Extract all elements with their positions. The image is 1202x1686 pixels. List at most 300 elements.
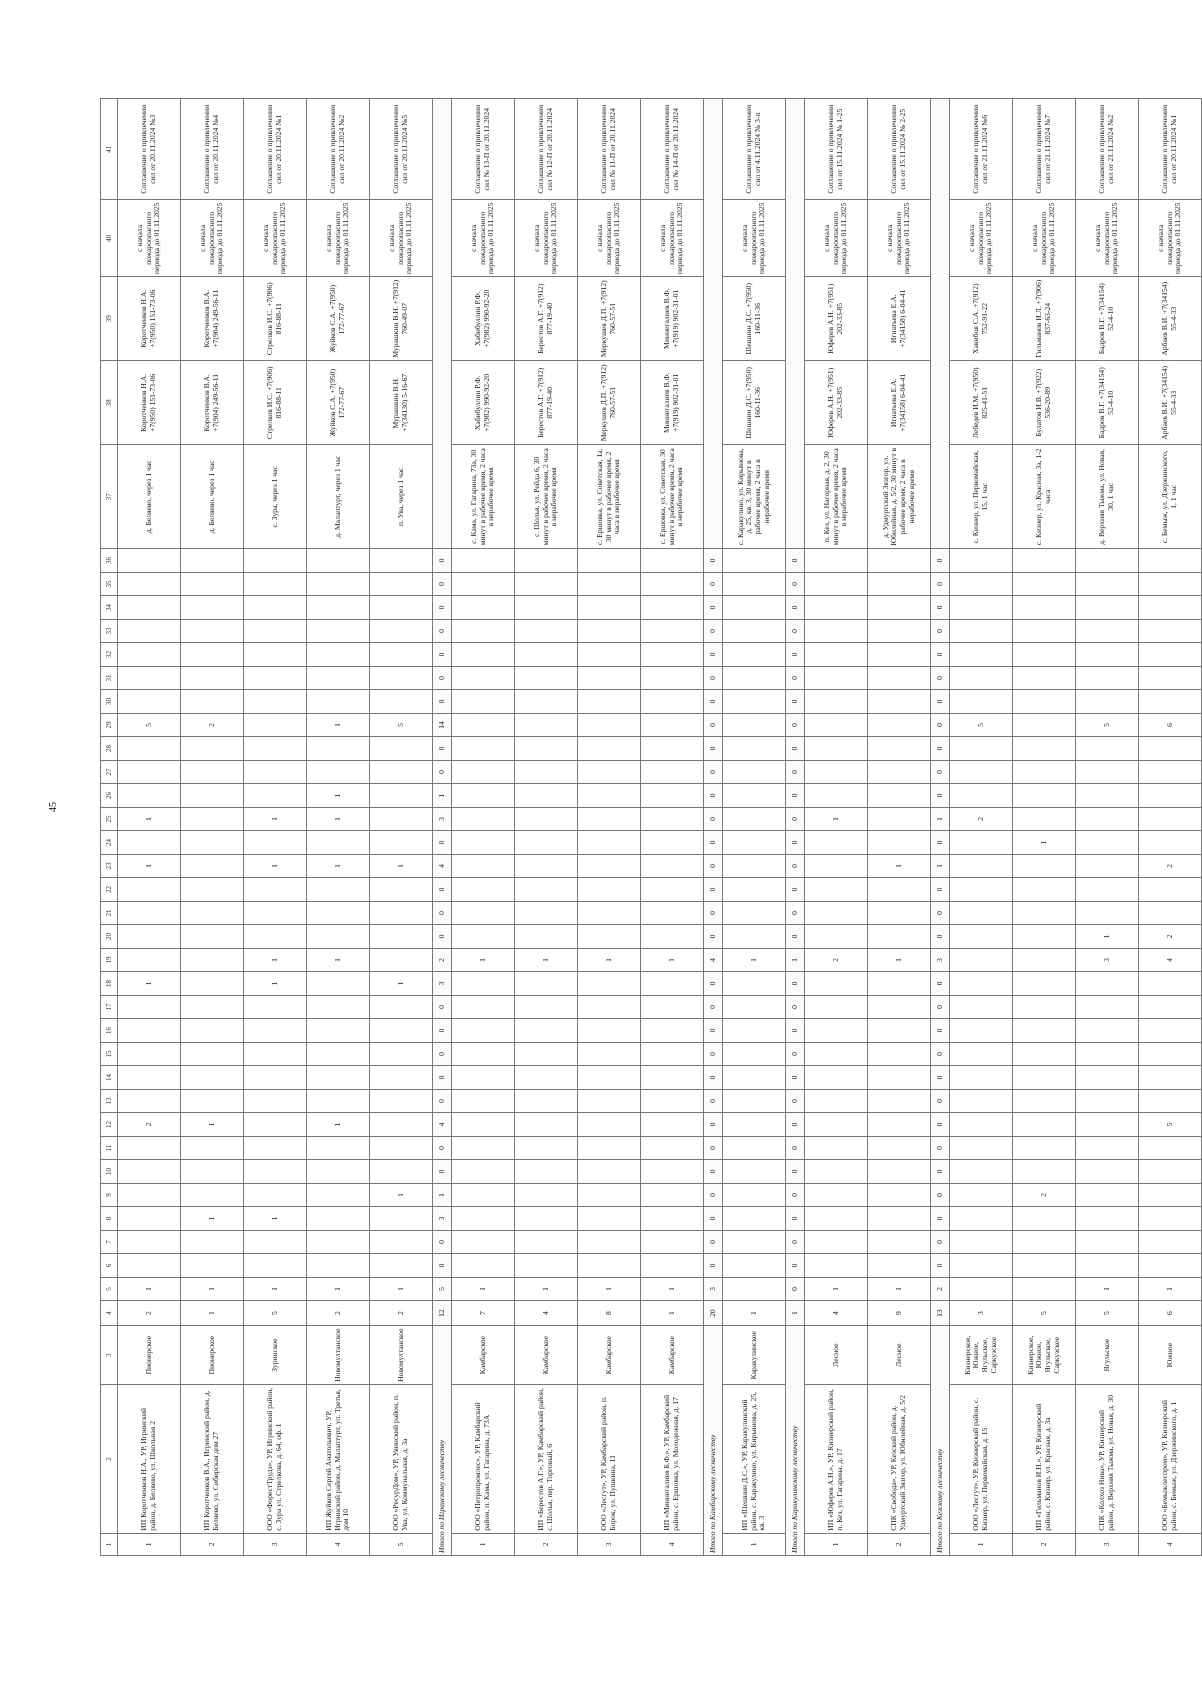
- count-cell: [1076, 1230, 1139, 1254]
- count-cell: [1076, 737, 1139, 761]
- responsible-contact-cell: Мурашкин В.Н. +7(34130) 5-16-67: [370, 361, 433, 445]
- count-cell: [307, 549, 370, 573]
- count-cell: [307, 1207, 370, 1231]
- count-cell: [805, 1207, 868, 1231]
- count-cell: [868, 1183, 931, 1207]
- count-cell: [370, 1160, 433, 1184]
- count-cell: [1076, 972, 1139, 996]
- count-cell: 5: [950, 713, 1013, 737]
- count-cell: 1: [181, 1113, 244, 1137]
- count-cell: [950, 572, 1013, 596]
- period-cell: с начала пожароопасного периода до 01.11.2025: [307, 200, 370, 277]
- count-cell: [1139, 972, 1202, 996]
- organization-cell: ИП Жуйков Сергей Анатольевич, УР, Игринский район, д. Малаптурт, ул. Третья, дом 10: [307, 1385, 370, 1533]
- count-cell: [805, 737, 868, 761]
- count-cell: [950, 948, 1013, 972]
- count-cell: [181, 1019, 244, 1043]
- count-cell: [723, 1113, 786, 1137]
- count-cell: [950, 760, 1013, 784]
- count-cell: [1076, 1207, 1139, 1231]
- count-cell: [244, 878, 307, 902]
- count-cell: [1013, 1254, 1076, 1278]
- total-value: 0: [704, 1089, 723, 1113]
- count-cell: 5: [1076, 713, 1139, 737]
- count-cell: [370, 737, 433, 761]
- count-cell: [1013, 760, 1076, 784]
- dispatcher-contact-cell: Юферев А.Н. +7(951) 202-33-85: [805, 277, 868, 361]
- count-cell: [1076, 807, 1139, 831]
- count-cell: [578, 596, 641, 620]
- responsible-contact-cell: Стрелков И.С. +7(906) 816-88-11: [244, 361, 307, 445]
- column-number: 41: [101, 99, 118, 201]
- count-cell: [118, 1042, 181, 1066]
- count-cell: [1076, 878, 1139, 902]
- count-cell: [578, 1019, 641, 1043]
- count-cell: [307, 1042, 370, 1066]
- total-value: 13: [931, 1301, 950, 1326]
- dispatcher-contact-cell: Хабибуллин Р.Ф. +7(982) 990-92-20: [452, 277, 515, 361]
- count-cell: [950, 1160, 1013, 1184]
- column-number: 21: [101, 901, 118, 925]
- count-cell: 1: [307, 854, 370, 878]
- count-cell: [370, 831, 433, 855]
- total-value: 1: [433, 1183, 452, 1207]
- count-cell: 1: [868, 948, 931, 972]
- count-cell: 1: [805, 1277, 868, 1301]
- organization-cell: ООО «ФорестТрудз», УР, Игринский район, с. Зура ул. Стрелкова, д. 64, оф. 1: [244, 1385, 307, 1533]
- count-cell: [1076, 1183, 1139, 1207]
- responsible-contact-cell: Булатов И.В. +7(922) 536-20-89: [1013, 361, 1076, 445]
- total-value: 0: [931, 643, 950, 667]
- count-cell: [181, 760, 244, 784]
- total-value: 0: [704, 854, 723, 878]
- column-number: 32: [101, 643, 118, 667]
- total-label: Итого по Каракулинскому лесничеству: [786, 1325, 805, 1555]
- count-cell: [515, 807, 578, 831]
- count-cell: [452, 572, 515, 596]
- organization-cell: ИП Коротченков Н.А., УР, Игринский район, д. Беляево, ул. Школьная 2: [118, 1385, 181, 1533]
- total-value: 0: [786, 760, 805, 784]
- count-cell: [244, 1136, 307, 1160]
- count-cell: 1: [181, 1277, 244, 1301]
- count-cell: [805, 784, 868, 808]
- count-cell: 1: [578, 948, 641, 972]
- count-cell: 1: [641, 948, 704, 972]
- count-cell: [578, 643, 641, 667]
- table-row: [1076, 99, 1139, 1556]
- count-cell: [181, 784, 244, 808]
- count-cell: [950, 666, 1013, 690]
- count-cell: [244, 572, 307, 596]
- count-cell: [1139, 690, 1202, 714]
- count-cell: [1076, 619, 1139, 643]
- table-row: [307, 99, 370, 1556]
- total-value: 0: [704, 995, 723, 1019]
- agreement-cell: Соглашение о привлечении сил от 15.11.2024 № 1-25: [805, 99, 868, 201]
- count-cell: [370, 643, 433, 667]
- count-cell: [244, 1160, 307, 1184]
- count-cell: [307, 1136, 370, 1160]
- count-cell: 1: [723, 948, 786, 972]
- count-cell: [950, 643, 1013, 667]
- count-cell: [805, 619, 868, 643]
- count-cell: [244, 995, 307, 1019]
- count-cell: [950, 1089, 1013, 1113]
- row-number: 3: [244, 1533, 307, 1555]
- forestry-area-cell: Новомултанское: [307, 1325, 370, 1384]
- location-time-cell: с. Ершовка, ул. Советская, 30 минут в рабочее время, 2 часа в нерабочее время: [641, 445, 704, 549]
- count-cell: [370, 596, 433, 620]
- column-number: 2: [101, 1385, 118, 1533]
- count-cell: [244, 643, 307, 667]
- count-cell: [515, 972, 578, 996]
- column-number: 38: [101, 361, 118, 445]
- count-cell: 4: [805, 1301, 868, 1326]
- total-value: 0: [433, 643, 452, 667]
- count-cell: [641, 854, 704, 878]
- total-value: 0: [786, 1277, 805, 1301]
- count-cell: [181, 737, 244, 761]
- count-cell: [723, 690, 786, 714]
- count-cell: [307, 901, 370, 925]
- count-cell: [452, 854, 515, 878]
- count-cell: [244, 690, 307, 714]
- count-cell: [723, 901, 786, 925]
- total-value: 0: [433, 549, 452, 573]
- count-cell: [118, 831, 181, 855]
- total-filler: [786, 99, 805, 549]
- count-cell: 1: [307, 784, 370, 808]
- count-cell: [950, 1066, 1013, 1090]
- column-number: 37: [101, 445, 118, 549]
- count-cell: [1139, 807, 1202, 831]
- total-value: 0: [786, 854, 805, 878]
- total-value: 0: [931, 690, 950, 714]
- count-cell: [723, 1207, 786, 1231]
- count-cell: [452, 878, 515, 902]
- count-cell: [868, 1207, 931, 1231]
- total-label: Итого по Игринскому лесничеству: [433, 1325, 452, 1555]
- dispatcher-contact-cell: Шешнин Д.С. +7(950) 160-11-36: [723, 277, 786, 361]
- count-cell: [723, 972, 786, 996]
- forestry-area-cell: Кизнерское, Южное, Ягульское, Саркузское: [1013, 1325, 1076, 1384]
- count-cell: [805, 643, 868, 667]
- count-cell: [1013, 1277, 1076, 1301]
- count-cell: [118, 596, 181, 620]
- count-cell: 1: [244, 1207, 307, 1231]
- count-cell: 1: [370, 1277, 433, 1301]
- dispatcher-contact-cell: Арбаев В.И. +7(34154) 55-4-33: [1139, 277, 1202, 361]
- responsible-contact-cell: Хабибуллин Р.Ф. +7(982) 990-92-20: [452, 361, 515, 445]
- count-cell: [1013, 1066, 1076, 1090]
- total-value: 0: [704, 549, 723, 573]
- count-cell: [118, 925, 181, 949]
- count-cell: [578, 925, 641, 949]
- count-cell: [578, 1042, 641, 1066]
- dispatcher-contact-cell: Миннегалиев В.Ф. +7(919) 902-31-01: [641, 277, 704, 361]
- count-cell: [1013, 1230, 1076, 1254]
- total-value: 0: [786, 643, 805, 667]
- count-cell: [370, 549, 433, 573]
- count-cell: [1076, 1136, 1139, 1160]
- table-row: [181, 99, 244, 1556]
- total-value: 0: [786, 995, 805, 1019]
- forestry-area-cell: Каракулинское: [723, 1325, 786, 1384]
- count-cell: [118, 760, 181, 784]
- count-cell: [370, 1089, 433, 1113]
- dispatcher-contact-cell: Меркушев Д.П. +7(912) 760-57-51: [578, 277, 641, 361]
- count-cell: 1: [868, 854, 931, 878]
- count-cell: [950, 995, 1013, 1019]
- count-cell: [641, 549, 704, 573]
- count-cell: [244, 713, 307, 737]
- count-cell: [1139, 1160, 1202, 1184]
- count-cell: [118, 737, 181, 761]
- location-time-cell: с. Кизнер, ул. Первомайская, 15, 1 час: [950, 445, 1013, 549]
- count-cell: [307, 1254, 370, 1278]
- count-cell: [181, 1254, 244, 1278]
- table-row: [370, 99, 433, 1556]
- table-row: [515, 99, 578, 1556]
- count-cell: [641, 807, 704, 831]
- count-cell: [118, 878, 181, 902]
- count-cell: [1013, 690, 1076, 714]
- count-cell: [723, 1089, 786, 1113]
- forestry-area-cell: Лесное: [805, 1325, 868, 1384]
- count-cell: 1: [118, 807, 181, 831]
- agreement-cell: Соглашение о привлечении сил от 20.11.2024 №3: [118, 99, 181, 201]
- organization-cell: СПК «Свобода», УР, Кезский район, д. Удмуртский Зязгор, ул. Юбилейная, д. 5/2: [868, 1385, 931, 1533]
- column-number: 31: [101, 666, 118, 690]
- column-number: 35: [101, 572, 118, 596]
- count-cell: [868, 760, 931, 784]
- responsible-contact-cell: Игнатьева Е.А. +7(34158) 6-04-41: [868, 361, 931, 445]
- agreement-cell: Соглашение о привлечении сил № 13-П от 20.11.2024: [452, 99, 515, 201]
- total-value: 0: [931, 1183, 950, 1207]
- location-time-cell: с. Кизнер, ул. Красная, 3а, 1-2 часа: [1013, 445, 1076, 549]
- count-cell: [181, 878, 244, 902]
- count-cell: [181, 807, 244, 831]
- column-number: 13: [101, 1089, 118, 1113]
- count-cell: [515, 643, 578, 667]
- total-value: 0: [786, 784, 805, 808]
- period-cell: с начала пожароопасного периода до 01.11.2025: [118, 200, 181, 277]
- total-filler: [704, 99, 723, 549]
- total-value: 0: [931, 760, 950, 784]
- count-cell: [515, 549, 578, 573]
- count-cell: [1076, 995, 1139, 1019]
- total-value: 0: [931, 831, 950, 855]
- responsible-contact-cell: Берестов А.Г. +7(912) 877-19-40: [515, 361, 578, 445]
- total-label: Итого по Кезскому лесничеству: [931, 1325, 950, 1555]
- count-cell: [868, 549, 931, 573]
- count-cell: [723, 784, 786, 808]
- count-cell: [370, 925, 433, 949]
- total-value: 0: [433, 1136, 452, 1160]
- count-cell: [868, 1042, 931, 1066]
- total-value: 0: [931, 572, 950, 596]
- total-value: 0: [704, 1207, 723, 1231]
- count-cell: [641, 643, 704, 667]
- count-cell: [1139, 1230, 1202, 1254]
- count-cell: 1: [578, 1277, 641, 1301]
- count-cell: [1139, 737, 1202, 761]
- count-cell: [452, 690, 515, 714]
- column-number: 4: [101, 1301, 118, 1326]
- column-number: 23: [101, 854, 118, 878]
- count-cell: [578, 784, 641, 808]
- forestry-area-cell: Пионерское: [181, 1325, 244, 1384]
- total-value: 1: [433, 784, 452, 808]
- count-cell: [805, 1254, 868, 1278]
- count-cell: 1: [244, 854, 307, 878]
- count-cell: [181, 1183, 244, 1207]
- total-value: 12: [433, 1301, 452, 1326]
- count-cell: [307, 737, 370, 761]
- count-cell: [723, 1160, 786, 1184]
- count-cell: [370, 878, 433, 902]
- count-cell: [118, 572, 181, 596]
- total-row: [931, 99, 950, 1556]
- count-cell: [370, 760, 433, 784]
- count-cell: 1: [307, 948, 370, 972]
- row-number: 4: [641, 1533, 704, 1555]
- dispatcher-contact-cell: Стрелков И.С. +7(906) 816-88-11: [244, 277, 307, 361]
- total-value: 0: [704, 972, 723, 996]
- count-cell: [578, 549, 641, 573]
- total-value: 0: [786, 572, 805, 596]
- total-value: 0: [931, 1113, 950, 1137]
- total-value: 0: [704, 737, 723, 761]
- count-cell: [950, 619, 1013, 643]
- organization-cell: СПК «Колхоз Нива», УР, Кизнерский район, д. Верхняя Тыжма, ул. Новая, д. 30: [1076, 1385, 1139, 1533]
- table-row: [641, 99, 704, 1556]
- count-cell: [805, 901, 868, 925]
- count-cell: 2: [805, 948, 868, 972]
- count-cell: [1139, 1183, 1202, 1207]
- count-cell: [1076, 643, 1139, 667]
- count-cell: [1139, 878, 1202, 902]
- total-value: 0: [704, 713, 723, 737]
- total-value: 0: [704, 925, 723, 949]
- total-filler: [931, 99, 950, 549]
- count-cell: 6: [1139, 1301, 1202, 1326]
- count-cell: [805, 1230, 868, 1254]
- column-number: 15: [101, 1042, 118, 1066]
- count-cell: [452, 901, 515, 925]
- column-number: 1: [101, 1533, 118, 1555]
- count-cell: [1139, 1042, 1202, 1066]
- count-cell: [307, 1066, 370, 1090]
- count-cell: [578, 1089, 641, 1113]
- count-cell: 1: [307, 1113, 370, 1137]
- organization-cell: ООО «Бемыжлеспром», УР, Кизнерский район, с. Бемыж, ул. Дзержинского, д. 1: [1139, 1385, 1202, 1533]
- total-value: 1: [786, 948, 805, 972]
- count-cell: [452, 1207, 515, 1231]
- agreement-cell: Соглашение о привлечении сил № 14-П от 20.11.2024: [641, 99, 704, 201]
- column-number: 39: [101, 277, 118, 361]
- total-value: 0: [931, 1089, 950, 1113]
- count-cell: 1: [805, 807, 868, 831]
- table-row: [950, 99, 1013, 1556]
- count-cell: [1076, 784, 1139, 808]
- count-cell: [370, 948, 433, 972]
- total-value: 0: [786, 1113, 805, 1137]
- count-cell: [1013, 713, 1076, 737]
- dispatcher-contact-cell: Гильманов И.Л. +7(906) 837-63-24: [1013, 277, 1076, 361]
- count-cell: [515, 1254, 578, 1278]
- forestry-area-cell: Зуринское: [244, 1325, 307, 1384]
- total-value: 0: [704, 643, 723, 667]
- count-cell: [515, 619, 578, 643]
- count-cell: [181, 1042, 244, 1066]
- count-cell: [244, 737, 307, 761]
- count-cell: [868, 925, 931, 949]
- count-cell: [578, 737, 641, 761]
- count-cell: [868, 713, 931, 737]
- table-row: [578, 99, 641, 1556]
- location-time-cell: д. Малаптурт, через 1 час: [307, 445, 370, 549]
- responsible-contact-cell: Жуйков С.А. +7(950) 172-77-67: [307, 361, 370, 445]
- count-cell: [181, 596, 244, 620]
- count-cell: 1: [118, 972, 181, 996]
- count-cell: [1013, 901, 1076, 925]
- count-cell: [578, 666, 641, 690]
- count-cell: 2: [118, 1301, 181, 1326]
- count-cell: [1013, 737, 1076, 761]
- responsible-contact-cell: Юферев А.Н. +7(951) 202-33-85: [805, 361, 868, 445]
- total-value: 0: [786, 713, 805, 737]
- count-cell: [452, 1160, 515, 1184]
- agreement-cell: Соглашение о привлечении сил № 12-П от 20.11.2024: [515, 99, 578, 201]
- count-cell: [805, 572, 868, 596]
- count-cell: [515, 713, 578, 737]
- count-cell: [805, 972, 868, 996]
- count-cell: [578, 1254, 641, 1278]
- count-cell: [515, 995, 578, 1019]
- count-cell: [118, 549, 181, 573]
- count-cell: [118, 1207, 181, 1231]
- count-cell: [244, 666, 307, 690]
- count-cell: [868, 807, 931, 831]
- total-value: 0: [786, 1136, 805, 1160]
- column-number: 27: [101, 760, 118, 784]
- count-cell: [307, 1089, 370, 1113]
- count-cell: [1139, 831, 1202, 855]
- count-cell: [805, 854, 868, 878]
- page-number: 45: [48, 802, 59, 812]
- forestry-area-cell: Камбарское: [515, 1325, 578, 1384]
- count-cell: [1013, 619, 1076, 643]
- count-cell: 6: [1139, 713, 1202, 737]
- count-cell: [515, 1113, 578, 1137]
- count-cell: [452, 1019, 515, 1043]
- count-cell: [370, 784, 433, 808]
- count-cell: 1: [307, 1277, 370, 1301]
- responsible-contact-cell: Шешнин Д.С. +7(950) 160-11-36: [723, 361, 786, 445]
- row-number: 1: [452, 1533, 515, 1555]
- count-cell: [1076, 1089, 1139, 1113]
- total-value: 0: [433, 666, 452, 690]
- total-value: 0: [433, 572, 452, 596]
- count-cell: 2: [370, 1301, 433, 1326]
- total-value: 0: [786, 1066, 805, 1090]
- count-cell: [181, 549, 244, 573]
- count-cell: [1013, 925, 1076, 949]
- count-cell: [1139, 619, 1202, 643]
- count-cell: [1076, 854, 1139, 878]
- table-row: [723, 99, 786, 1556]
